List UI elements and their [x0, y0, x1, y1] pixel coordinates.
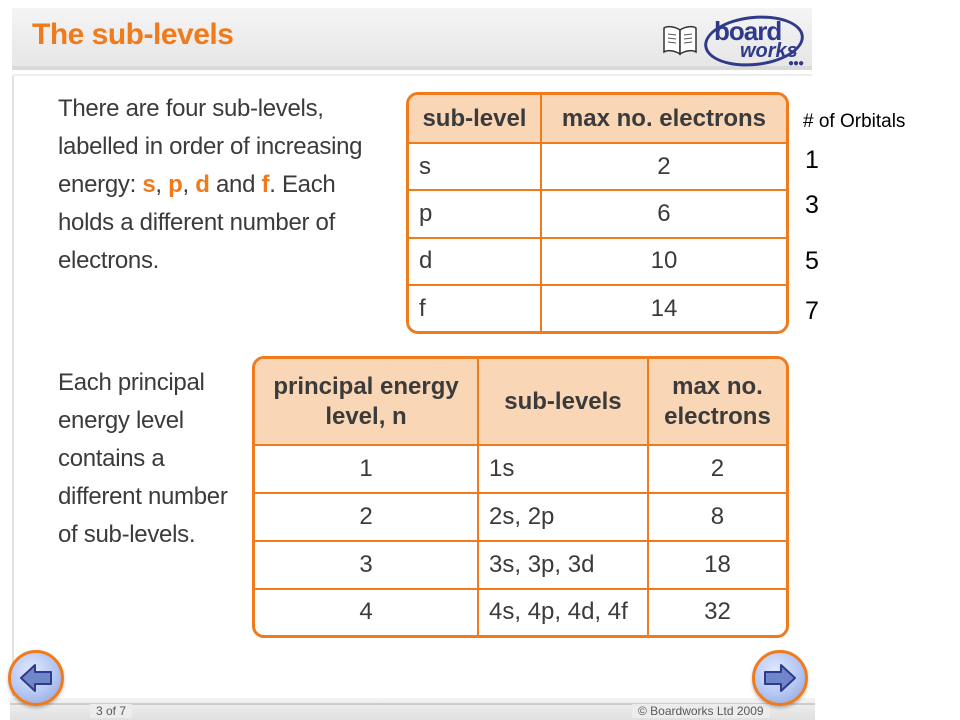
table-cell: 18: [648, 541, 786, 589]
highlight-s: s: [142, 171, 156, 198]
orbitals-count: 1: [805, 146, 819, 174]
arrow-left-icon: [17, 659, 55, 697]
slide-title: The sub-levels: [32, 18, 234, 51]
table-cell: 3s, 3p, 3d: [478, 541, 648, 589]
table-header: principal energy level, n: [255, 359, 478, 445]
orbitals-header: # of Orbitals: [803, 111, 906, 132]
table-header: sub-level: [409, 95, 541, 143]
table-cell: 4: [255, 589, 478, 635]
highlight-d: d: [195, 171, 210, 198]
table-cell: 32: [648, 589, 786, 635]
para1-text-3: . Each holds a different number of electrons.: [58, 171, 336, 274]
copyright-notice: © Boardworks Ltd 2009: [632, 704, 770, 718]
table-cell: 6: [541, 190, 786, 237]
logo-word-works: works: [740, 40, 798, 62]
orbitals-count: 5: [805, 247, 819, 275]
table-cell: p: [409, 190, 541, 237]
para1-text-1: There are four sub-levels, labelled in order of increasing energy:: [58, 95, 363, 198]
header-divider-light: [12, 74, 812, 76]
left-divider: [12, 76, 14, 696]
arrow-right-icon: [761, 659, 799, 697]
para1-sep-2: ,: [182, 171, 196, 198]
logo-dots: ●●●: [788, 58, 804, 69]
highlight-p: p: [168, 171, 183, 198]
table-header: max no. electrons: [541, 95, 786, 143]
open-book-icon: [662, 24, 698, 56]
table-cell: 2: [648, 445, 786, 493]
table-cell: 8: [648, 493, 786, 541]
orbitals-count: 7: [805, 297, 819, 325]
logo-word-board: board: [714, 16, 782, 46]
previous-slide-button[interactable]: [8, 650, 64, 706]
table-cell: 2s, 2p: [478, 493, 648, 541]
table-cell: 10: [541, 238, 786, 285]
table-cell: 3: [255, 541, 478, 589]
sub-level-table: [406, 92, 789, 334]
table-cell: d: [409, 238, 541, 285]
table-cell: 4s, 4p, 4d, 4f: [478, 589, 648, 635]
table-cell: 2: [541, 143, 786, 190]
orbitals-count: 3: [805, 191, 819, 219]
sub-levels-description: [58, 90, 388, 280]
table-cell: s: [409, 143, 541, 190]
next-slide-button[interactable]: [752, 650, 808, 706]
table-header: sub-levels: [478, 359, 648, 445]
annotation-strip: [815, 0, 960, 720]
para1-text-2: and: [209, 171, 262, 198]
page-number: 3 of 7: [90, 704, 132, 718]
table-cell: 1s: [478, 445, 648, 493]
table-cell: 14: [541, 285, 786, 331]
para1-sep-1: ,: [155, 171, 169, 198]
highlight-f: f: [261, 171, 270, 198]
table-cell: f: [409, 285, 541, 331]
table-cell: 2: [255, 493, 478, 541]
table-cell: 1: [255, 445, 478, 493]
principal-energy-level-table: [252, 356, 789, 638]
boardworks-logo: [660, 10, 810, 72]
table-header: max no. electrons: [648, 359, 786, 445]
principal-levels-description: Each principal energy level contains a different number of sub-levels.: [58, 369, 228, 548]
